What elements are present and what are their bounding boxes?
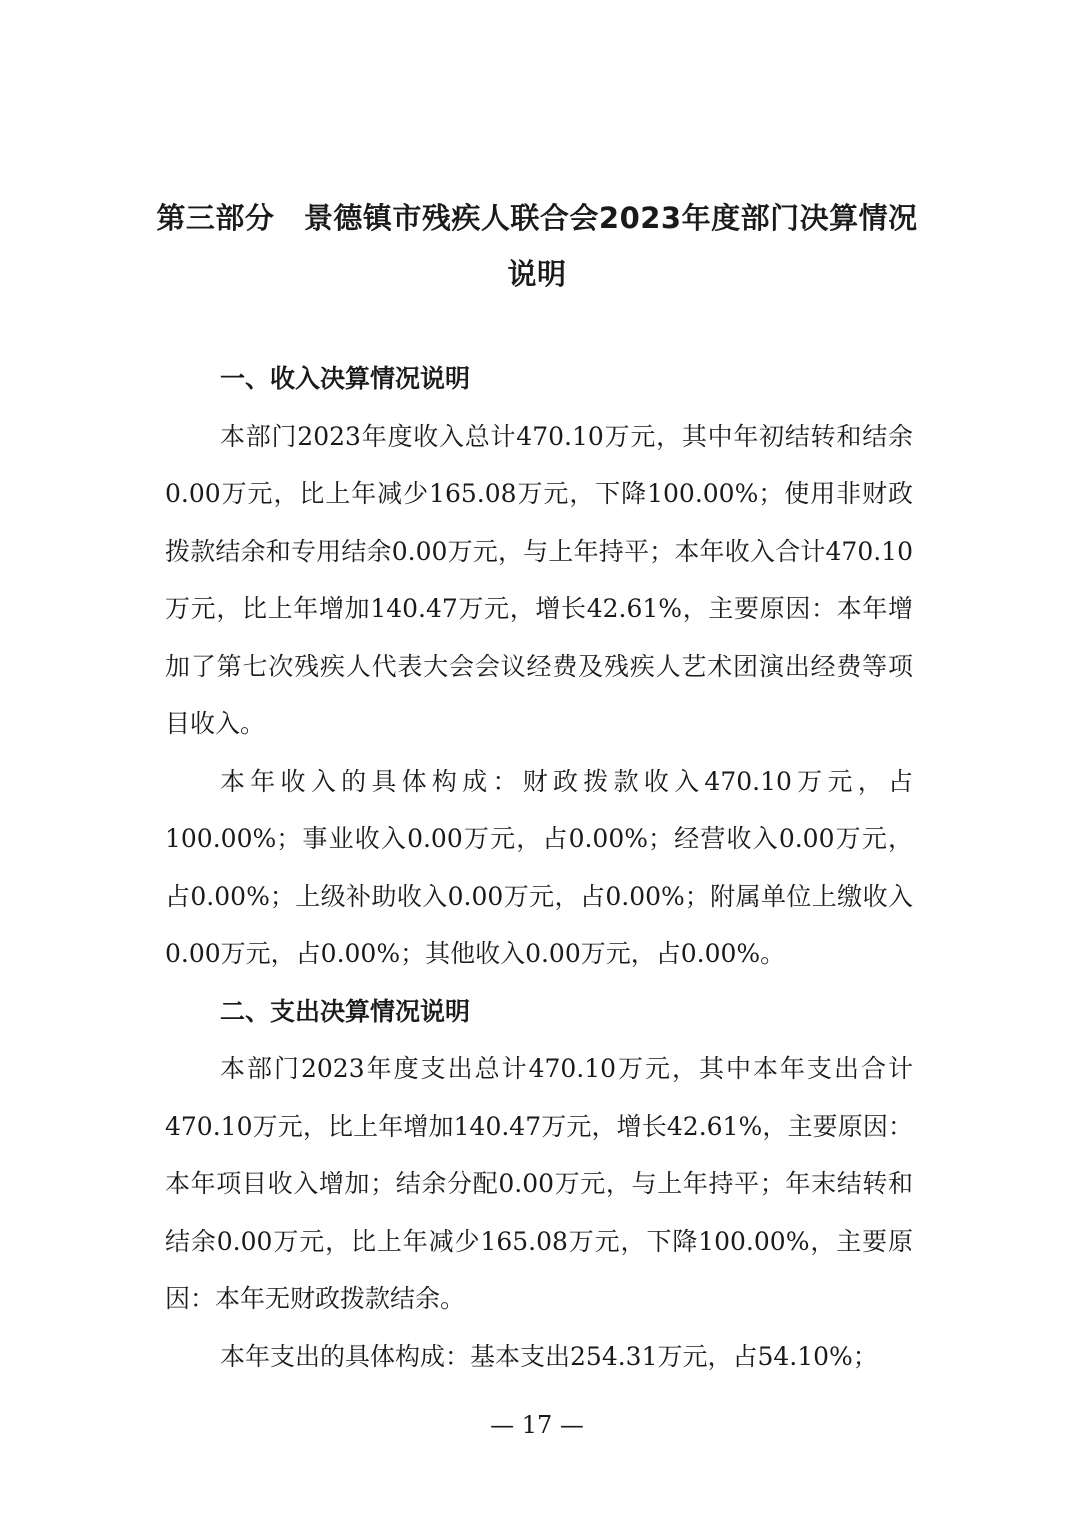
section-heading-expenditure: 二、支出决算情况说明: [220, 996, 471, 1026]
page-number: — 17 —: [490, 1411, 584, 1439]
title-line-2: 说明: [507, 257, 567, 291]
paragraph-expenditure-summary: 本部门2023年度支出总计470.10万元，其中本年支出合计470.10万元，比上年增加140.47万元，增长42.61%，主要原因：本年项目收入增加；结余分配0.00万元，与上年持平；年末结转和结余0.00万元，比上年减少165.08万元，下降100.00%，主要原因：本年无财政拨款结余。: [165, 1054, 913, 1313]
title-line-1: 第三部分 景德镇市残疾人联合会2023年度部门决算情况: [156, 201, 918, 235]
paragraph-expenditure-composition: 本年支出的具体构成：基本支出254.31万元，占54.10%；: [220, 1341, 878, 1371]
paragraph-income-summary: 本部门2023年度收入总计470.10万元，其中年初结转和结余0.00万元，比上年减少165.08万元，下降100.00%；使用非财政拨款结余和专用结余0.00万元，与上年持平；本年收入合计470.10万元，比上年增加140.47万元，增长42.61%，主要原因：本年增加了第七次残疾人代表大会会议经费及残疾人艺术团演出经费等项目收入。: [165, 421, 913, 738]
document-title: [150, 190, 924, 302]
document-body: [165, 350, 913, 1385]
paragraph-income-composition: 本年收入的具体构成：财政拨款收入470.10万元，占100.00%；事业收入0.00万元，占0.00%；经营收入0.00万元，占0.00%；上级补助收入0.00万元，占0.00%；附属单位上缴收入0.00万元，占0.00%；其他收入0.00万元，占0.00%。: [165, 766, 913, 968]
section-heading-income: 一、收入决算情况说明: [220, 364, 471, 393]
